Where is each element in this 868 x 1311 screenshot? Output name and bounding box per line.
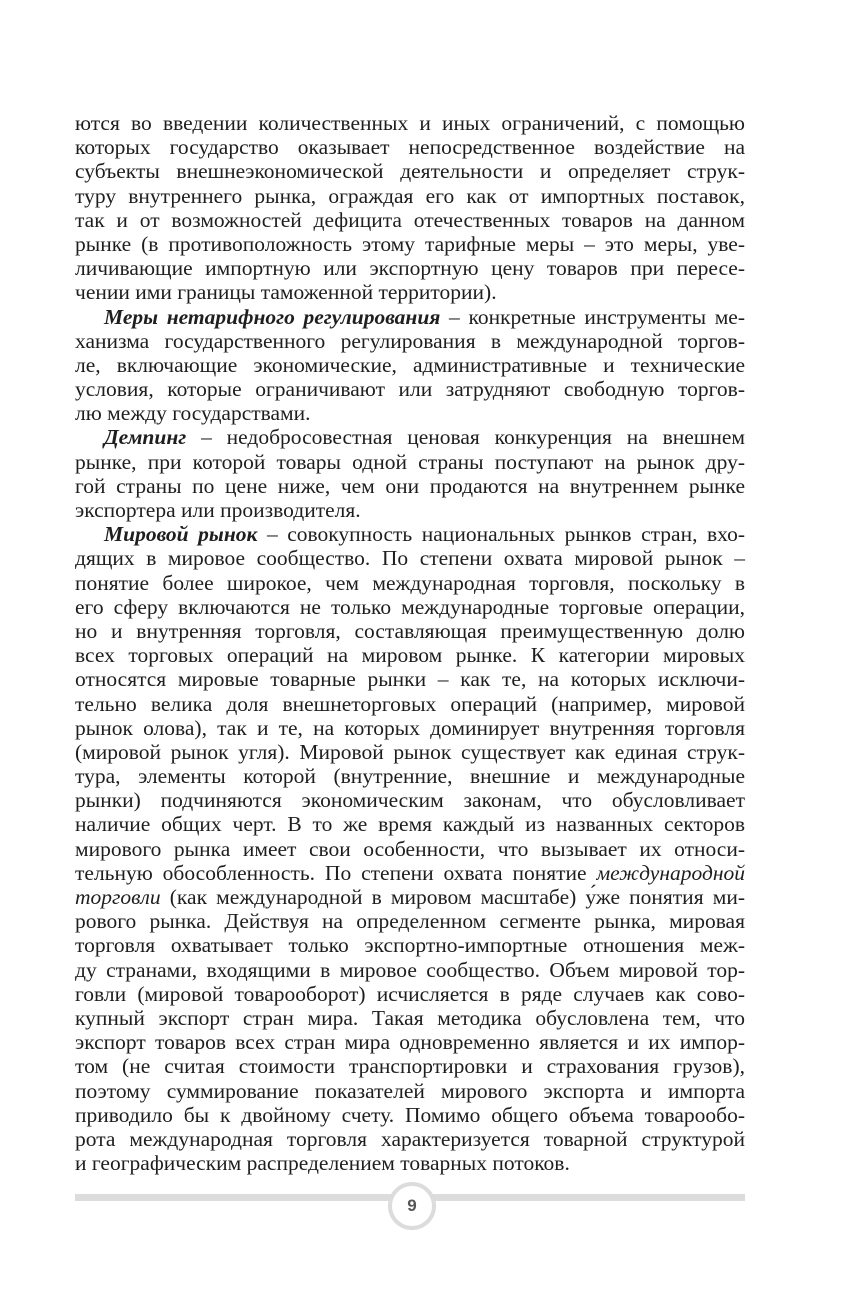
page-number-badge [388, 1182, 436, 1230]
text-line [75, 740, 745, 764]
text-segment: тельную обособленность. По степени охвата понятие [75, 860, 597, 885]
text-line [75, 788, 745, 812]
text-line [75, 716, 745, 740]
text-line [75, 885, 745, 909]
text-line [75, 933, 745, 957]
text-line [75, 498, 745, 522]
text-segment: – недобросовестная ценовая конкуренция на внешнем [186, 425, 745, 450]
text-segment: ду странами, входящими в мировое сообщество. Объем мировой тор- [75, 957, 745, 982]
text-line [75, 837, 745, 861]
text-segment: купный экспорт стран мира. Такая методика обусловлена тем, что [75, 1005, 745, 1030]
text-segment: гой страны по цене ниже, чем они продаются на внутреннем рынке [75, 473, 745, 498]
paragraph [75, 305, 745, 426]
emphasis-text: международной [596, 860, 745, 885]
emphasis-text: торговли [75, 885, 161, 909]
text-segment: рынки) подчиняются экономическим законам, что обусловливает [75, 788, 745, 813]
text-segment: – совокупность национальных рынков стран, вхо- [257, 522, 745, 547]
text-segment: и географическим распределением товарных потоков. [75, 1151, 570, 1176]
text-segment: всех торговых операций на мировом рынке. К категории мировых [75, 643, 745, 668]
text-segment: рынке (в противоположность этому тарифные меры – это меры, уве- [75, 231, 745, 256]
text-segment: туру внутреннего рынка, ограждая его как от импортных поставок, [75, 183, 745, 208]
text-line [75, 450, 745, 474]
text-segment: (как международной в мировом масштабе) у́же понятия ми- [160, 885, 745, 909]
text-segment: поэтому суммирование показателей мирового экспорта и импорта [75, 1078, 745, 1103]
term-heading: Мировой рынок [104, 522, 258, 547]
body-text [75, 111, 745, 1175]
text-segment: субъекты внешнеэкономической деятельности и определяет струк- [75, 159, 745, 184]
text-line [75, 1030, 745, 1054]
text-segment: тура, элементы которой (внутренние, внешние и международные [75, 764, 745, 789]
paragraph [75, 111, 745, 305]
text-line [75, 159, 745, 183]
text-line [75, 571, 745, 595]
paragraph [75, 522, 745, 1175]
text-segment: условия, которые ограничивают или затрудняют свободную торгов- [75, 377, 745, 402]
text-segment: экспорт товаров всех стран мира одновременно является и их импор- [75, 1030, 745, 1055]
text-segment: – конкретные инструменты ме- [440, 304, 745, 329]
text-segment: приводило бы к двойному счету. Помимо общего объема товарообо- [75, 1102, 745, 1127]
text-line [75, 111, 745, 135]
text-segment: говли (мировой товарооборот) исчисляется в ряде случаев как сово- [75, 981, 745, 1006]
text-line [75, 208, 745, 232]
text-segment: (мировой рынок угля). Мировой рынок существует как единая струк- [75, 739, 745, 764]
text-segment: том (не считая стоимости транспортировки и страхования грузов), [75, 1054, 745, 1079]
text-segment: ханизма государственного регулирования в международной торгов- [75, 328, 745, 353]
text-segment: личивающие импортную или экспортную цену товаров при пересе- [75, 256, 745, 281]
text-segment: рота международная торговля характеризуется товарной структурой [75, 1126, 745, 1151]
text-segment: рового рынка. Действуя на определенном сегменте рынка, мировая [75, 909, 745, 934]
text-line [75, 377, 745, 401]
text-line [75, 232, 745, 256]
text-line [75, 401, 745, 425]
text-line [75, 1103, 745, 1127]
text-segment: которых государство оказывает непосредственное воздействие на [75, 135, 745, 160]
text-line [75, 353, 745, 377]
text-segment: рынок олова), так и те, на которых доминирует внутренняя торговля [75, 715, 745, 740]
text-line [75, 546, 745, 570]
text-line [75, 643, 745, 667]
text-segment: лю между государствами. [75, 401, 311, 426]
text-line [75, 1151, 745, 1175]
text-line [75, 474, 745, 498]
text-line [75, 1127, 745, 1151]
text-line [75, 667, 745, 691]
text-line [75, 1006, 745, 1030]
text-line [75, 135, 745, 159]
text-segment: но и внутренняя торговля, составляющая преимущественную долю [75, 618, 745, 643]
text-segment: торговля охватывает только экспортно-импортные отношения меж- [75, 933, 745, 958]
text-line [75, 595, 745, 619]
text-segment: его сферу включаются не только международные торговые операции, [75, 594, 745, 619]
text-line [75, 522, 745, 546]
text-line [75, 1054, 745, 1078]
text-segment: мирового рынка имеет свои особенности, что вызывает их относи- [75, 836, 745, 861]
text-line [75, 764, 745, 788]
term-heading: Меры нетарифного регулирования [104, 304, 441, 329]
text-line [75, 812, 745, 836]
text-line [75, 425, 745, 449]
text-line [75, 982, 745, 1006]
text-segment: так и от возможностей дефицита отечественных товаров на данном [75, 207, 745, 232]
text-line [75, 280, 745, 304]
text-line [75, 305, 745, 329]
text-segment: чении ими границы таможенной территории). [75, 280, 497, 305]
text-segment: экспортера или производителя. [75, 498, 361, 522]
text-line [75, 184, 745, 208]
text-segment: относятся мировые товарные рынки – как те, на которых исключи- [75, 667, 745, 692]
text-line [75, 861, 745, 885]
text-segment: дящих в мировое сообщество. По степени охвата мировой рынок – [75, 546, 745, 571]
text-segment: ются во введении количественных и иных ограничений, с помощью [75, 111, 745, 135]
term-heading: Демпинг [104, 425, 187, 450]
text-line [75, 958, 745, 982]
text-segment: ле, включающие экономические, административные и технические [75, 352, 745, 377]
text-line [75, 1079, 745, 1103]
text-line [75, 329, 745, 353]
text-segment: тельно велика доля внешнеторговых операций (например, мировой [75, 691, 745, 716]
page-number: 9 [407, 1196, 417, 1215]
text-segment: наличие общих черт. В то же время каждый из названных секторов [75, 812, 745, 837]
text-segment: понятие более широкое, чем международная торговля, поскольку в [75, 570, 745, 595]
text-segment: рынке, при которой товары одной страны поступают на рынок дру- [75, 449, 745, 474]
text-line [75, 256, 745, 280]
text-line [75, 909, 745, 933]
text-line [75, 619, 745, 643]
paragraph [75, 425, 745, 522]
text-line [75, 692, 745, 716]
